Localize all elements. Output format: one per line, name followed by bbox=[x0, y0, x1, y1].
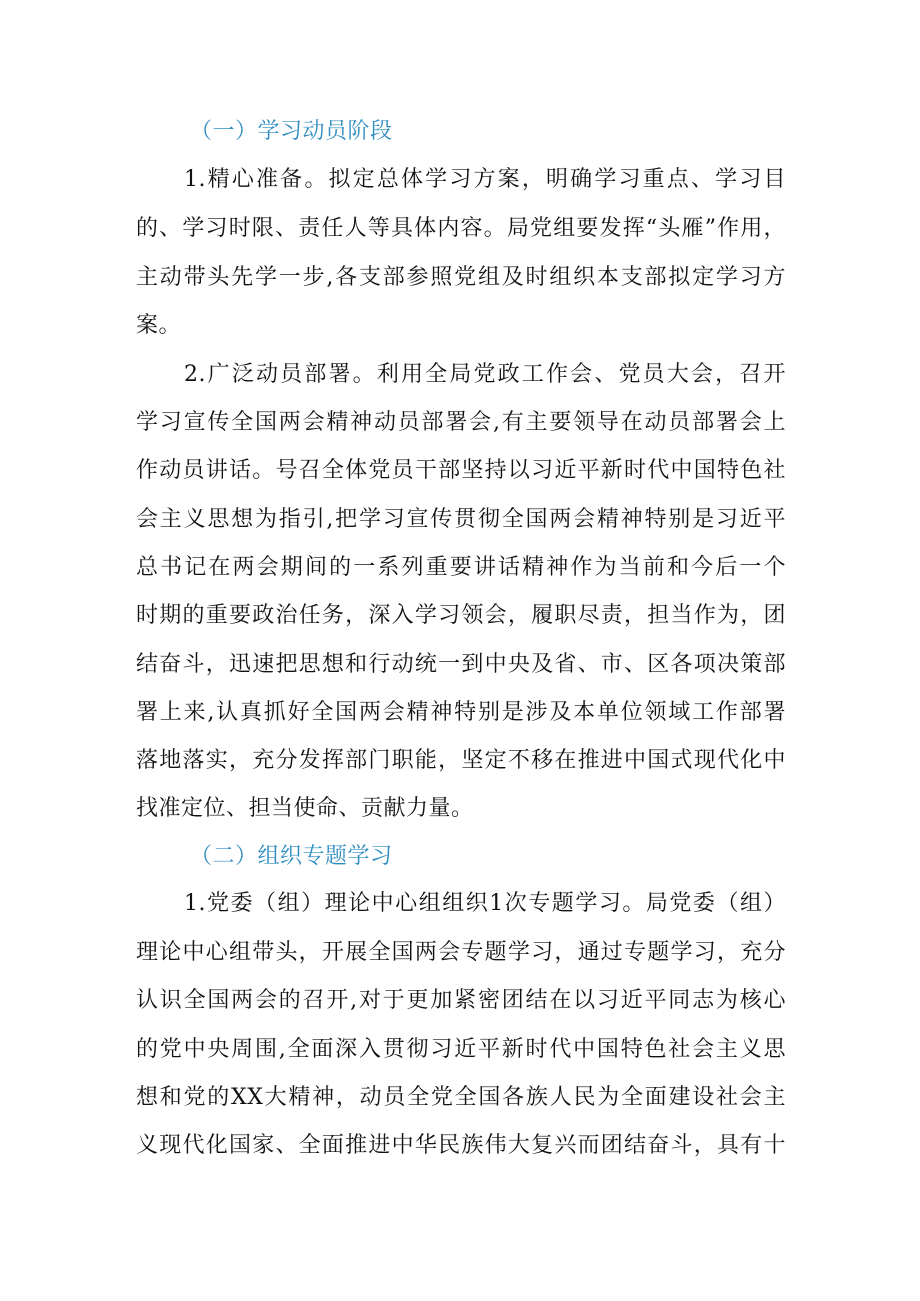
section-heading-special-study: （二）组织专题学习 bbox=[190, 844, 393, 869]
paragraph-line: 1.精心准备。拟定总体学习方案，明确学习重点、学习目 bbox=[184, 167, 786, 192]
paragraph-line: 总书记在两会期间的一系列重要讲话精神作为当前和今后一个 bbox=[136, 555, 786, 580]
paragraph-line: 的、学习时限、责任人等具体内容。局党组要发挥“头雁”作用， bbox=[136, 216, 786, 241]
paragraph-line: 署上来,认真抓好全国两会精神特别是涉及本单位领域工作部署 bbox=[136, 700, 786, 725]
paragraph-line: 想和党的XX大精神，动员全党全国各族人民为全面建设社会主 bbox=[136, 1085, 786, 1110]
paragraph-line: 理论中心组带头，开展全国两会专题学习，通过专题学习，充分 bbox=[136, 940, 786, 965]
paragraph-line: 时期的重要政治任务，深入学习领会，履职尽责，担当作为，团 bbox=[136, 603, 786, 628]
paragraph-line: 会主义思想为指引,把学习宣传贯彻全国两会精神特别是习近平 bbox=[136, 507, 786, 532]
paragraph-line: 2.广泛动员部署。利用全局党政工作会、党员大会，召开 bbox=[184, 362, 786, 387]
paragraph-line: 认识全国两会的召开,对于更加紧密团结在以习近平同志为核心 bbox=[136, 988, 786, 1013]
paragraph-line: 结奋斗，迅速把思想和行动统一到中央及省、市、区各项决策部 bbox=[136, 652, 786, 677]
paragraph-line: 找准定位、担当使命、贡献力量。 bbox=[136, 796, 474, 821]
paragraph-line: 1.党委（组）理论中心组组织1次专题学习。局党委（组） bbox=[184, 891, 786, 916]
paragraph-line: 学习宣传全国两会精神动员部署会,有主要领导在动员部署会上 bbox=[136, 410, 786, 435]
paragraph-line: 作动员讲话。号召全体党员干部坚持以习近平新时代中国特色社 bbox=[136, 458, 786, 483]
paragraph-line: 的党中央周围,全面深入贯彻习近平新时代中国特色社会主义思 bbox=[136, 1037, 786, 1062]
paragraph-line: 案。 bbox=[136, 313, 182, 338]
paragraph-line: 义现代化国家、全面推进中华民族伟大复兴而团结奋斗，具有十 bbox=[136, 1133, 786, 1158]
section-heading-mobilization: （一）学习动员阶段 bbox=[190, 119, 393, 144]
paragraph-line: 落地落实，充分发挥部门职能，坚定不移在推进中国式现代化中 bbox=[136, 748, 786, 773]
paragraph-line: 主动带头先学一步,各支部参照党组及时组织本支部拟定学习方 bbox=[136, 265, 786, 290]
